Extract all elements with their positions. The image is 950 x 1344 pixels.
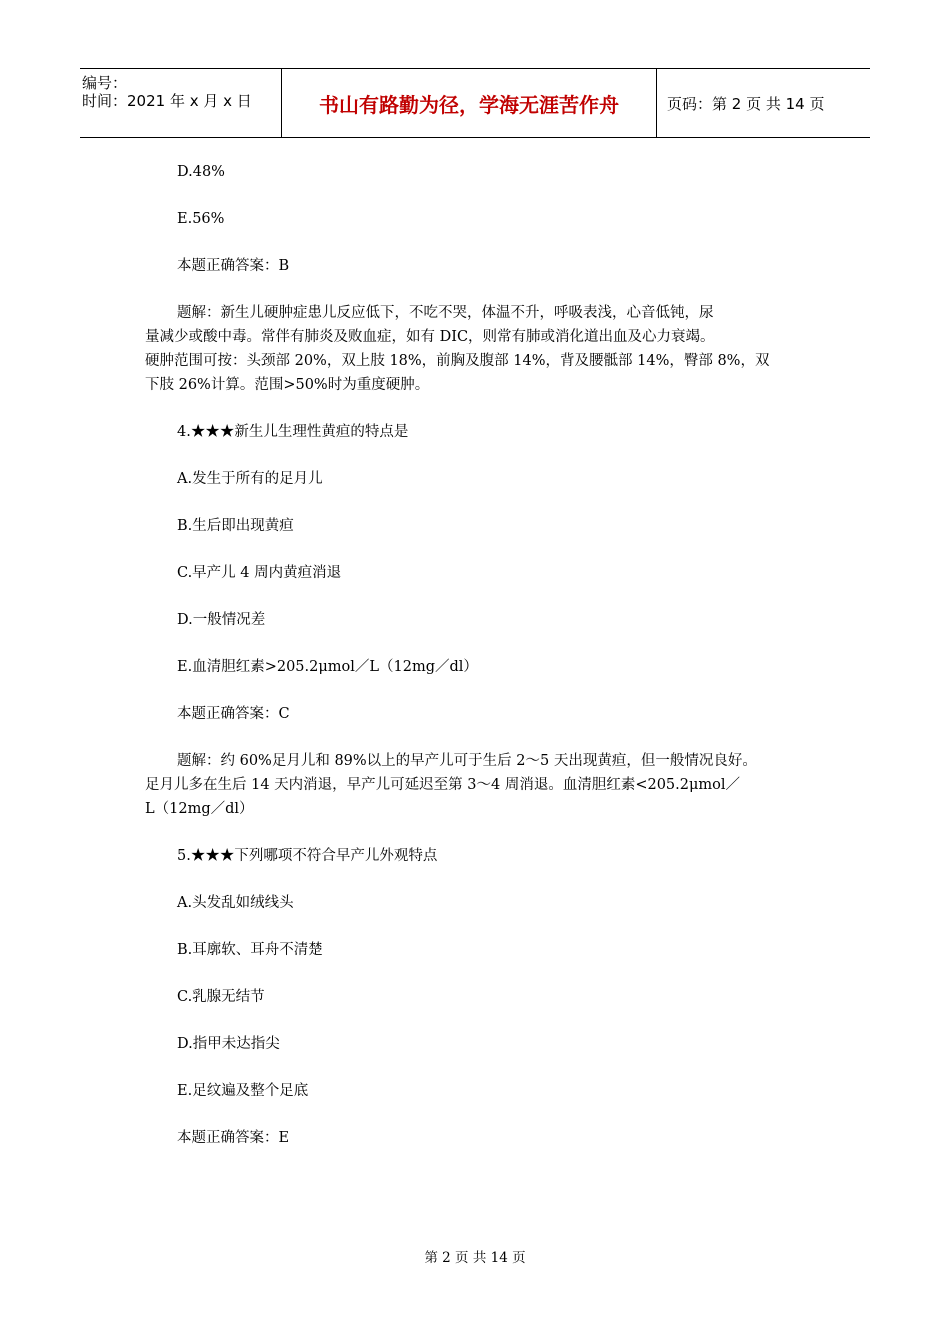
paragraph-line: 硬肿范围可按：头颈部 20%，双上肢 18%，前胸及腹部 14%，背及腰骶部 14%，臀部 8%，双 [145,353,770,369]
page-header [80,68,870,138]
paragraph: A.头发乱如绒线头 [177,895,294,911]
paragraph-gap [145,585,805,608]
paragraph-gap [145,1009,805,1032]
paragraph: E.56% [177,211,225,227]
paragraph: D.48% [177,164,225,180]
document-number-label: 编号： [82,74,128,92]
paragraph-gap [145,491,805,514]
paragraph-gap [145,726,805,749]
paragraph: E.足纹遍及整个足底 [177,1083,309,1099]
paragraph: D.一般情况差 [177,612,266,628]
paragraph: C.乳腺无结节 [177,989,265,1005]
paragraph: 本题正确答案：E [177,1130,290,1146]
paragraph-gap [145,868,805,891]
paragraph: E.血清胆红素>205.2μmol／L（12mg／dl） [177,659,478,675]
paragraph-line: 题解：约 60%足月儿和 89%以上的早产儿可于生后 2～5 天出现黄疸，但一般情况良好。 [177,753,757,769]
paragraph-gap [145,397,805,420]
document-time-label: 时间：2021 年 x 月 x 日 [82,92,252,110]
paragraph-gap [145,821,805,844]
document-body [145,160,805,1150]
paragraph-line: L（12mg／dl） [145,801,254,817]
paragraph-gap [145,278,805,301]
header-motto: 书山有路勤为径，学海无涯苦作舟 [281,69,657,137]
paragraph-line: 下肢 26%计算。范围>50%时为重度硬肿。 [145,377,430,393]
paragraph: 本题正确答案：C [177,706,290,722]
footer-page-number: 第 2 页 共 14 页 [424,1250,526,1266]
paragraph-gap [145,184,805,207]
paragraph: 4.★★★新生儿生理性黄疸的特点是 [177,424,409,440]
paragraph-gap [145,1056,805,1079]
paragraph-line: 题解：新生儿硬肿症患儿反应低下，不吃不哭，体温不升，呼吸表浅，心音低钝，尿 [177,305,714,321]
paragraph-gap [145,538,805,561]
paragraph-line: 量减少或酸中毒。常伴有肺炎及败血症，如有 DIC，则常有肺或消化道出血及心力衰竭。 [145,329,715,345]
paragraph: D.指甲未达指尖 [177,1036,280,1052]
paragraph-gap [145,632,805,655]
paragraph-line: 足月儿多在生后 14 天内消退，早产儿可延迟至第 3～4 周消退。血清胆红素<205.2μmol／ [145,777,741,793]
header-page-number [665,69,870,137]
paragraph: B.生后即出现黄疸 [177,518,294,534]
paragraph: 5.★★★下列哪项不符合早产儿外观特点 [177,848,438,864]
paragraph: B.耳廓软、耳舟不清楚 [177,942,323,958]
paragraph-gap [145,231,805,254]
paragraph-gap [145,679,805,702]
paragraph: C.早产儿 4 周内黄疸消退 [177,565,342,581]
paragraph: A.发生于所有的足月儿 [177,471,323,487]
paragraph-gap [145,915,805,938]
page-footer [0,1246,950,1266]
paragraph: 本题正确答案：B [177,258,290,274]
paragraph-gap [145,444,805,467]
paragraph-gap [145,1103,805,1126]
header-meta [80,69,280,137]
paragraph-gap [145,962,805,985]
page-number-label: 页码：第 2 页 共 14 页 [667,94,825,113]
